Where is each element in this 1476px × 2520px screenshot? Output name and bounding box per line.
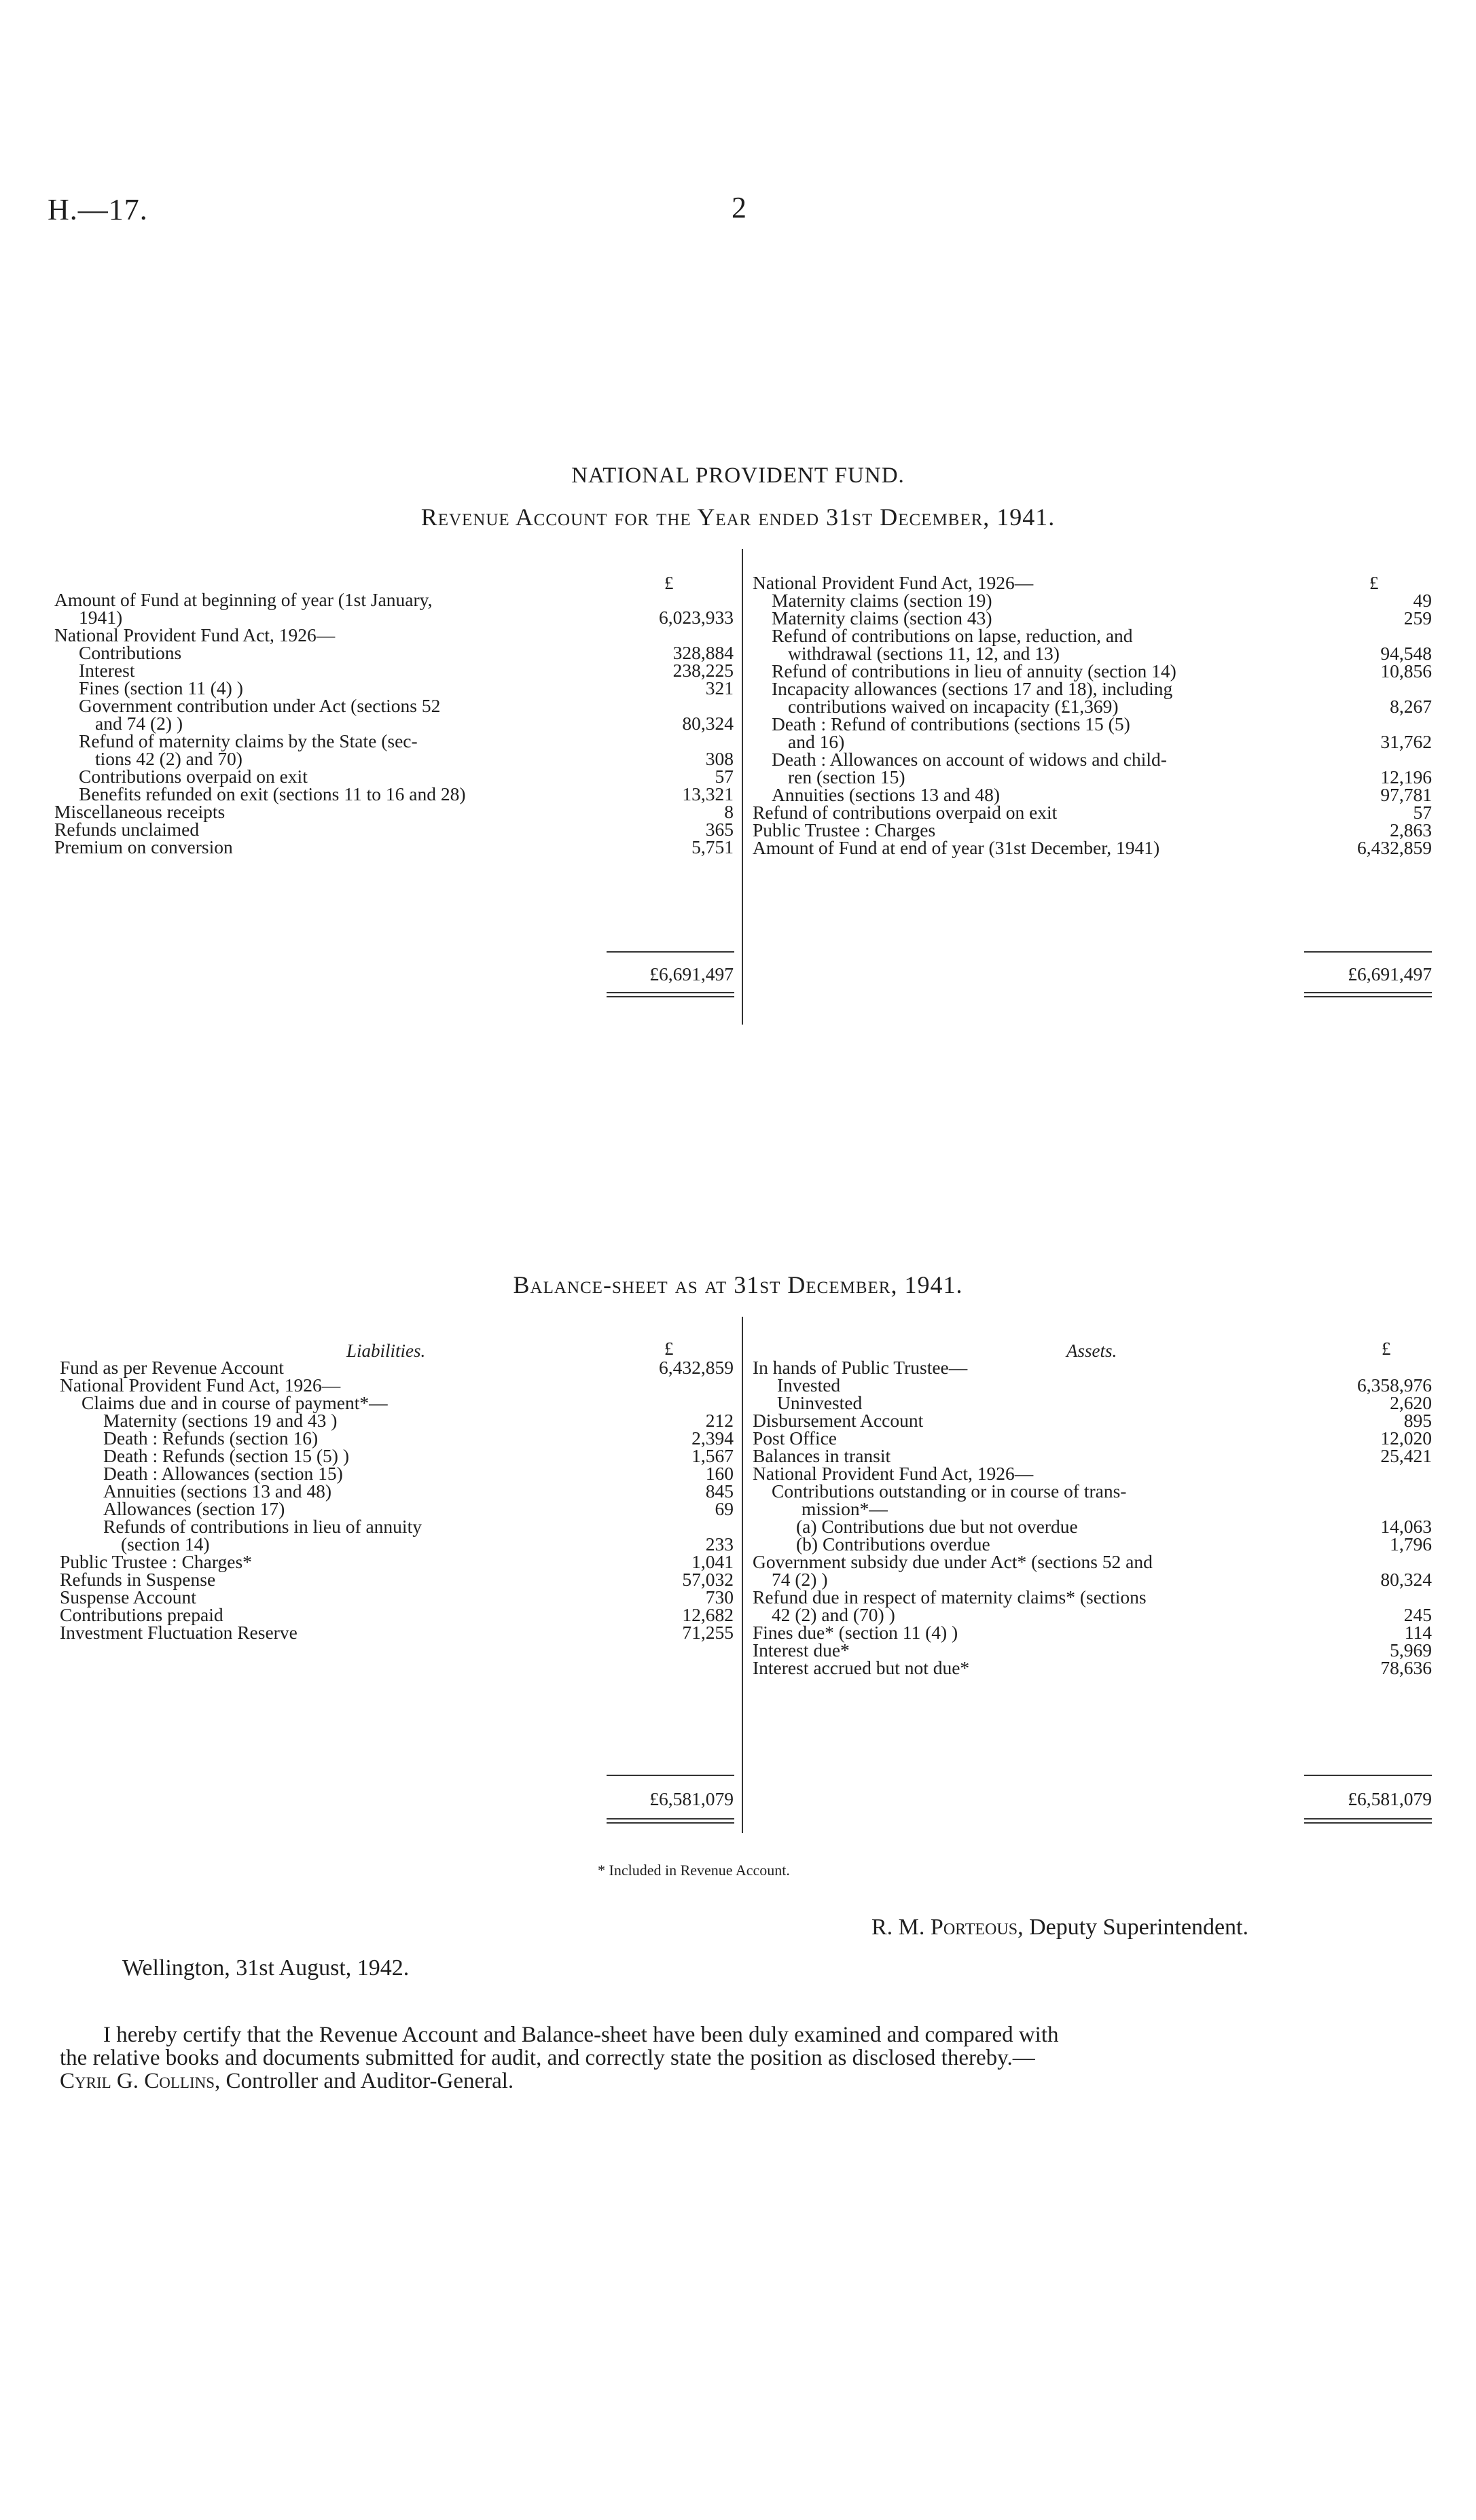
row-amount: 6,432,859	[1357, 837, 1432, 858]
row-label: National Provident Fund Act, 1926—	[60, 1374, 341, 1396]
signatory-title: , Deputy Superintendent.	[1018, 1915, 1248, 1940]
certification-line-2: the relative books and documents submitted for audit, and correctly state the position as disclosed thereby.—	[60, 2046, 1035, 2070]
row-label: Incapacity allowances (sections 17 and 18), including	[772, 678, 1173, 699]
assets-currency: £	[1382, 1338, 1391, 1359]
row-amount: 10,856	[1380, 660, 1432, 681]
row-label: Death : Allowances on account of widows and child-	[772, 749, 1167, 770]
row-label: Public Trustee : Charges*	[60, 1551, 252, 1572]
row-label: Uninvested	[777, 1392, 863, 1413]
row-amount: 365	[705, 819, 734, 840]
row-label: Interest	[79, 660, 135, 681]
row-amount: 308	[705, 748, 734, 769]
row-amount: 5,969	[1390, 1639, 1432, 1661]
row-label: Refund of contributions in lieu of annuity (section 14)	[772, 660, 1176, 681]
row-amount: 245	[1403, 1604, 1432, 1625]
assets-total-rule-2	[1304, 1822, 1432, 1824]
row-label: Refund due in respect of maternity claims* (sections	[753, 1586, 1147, 1608]
account-row	[60, 1624, 734, 1641]
row-label: Contributions prepaid	[60, 1604, 223, 1625]
row-amount: 259	[1403, 607, 1432, 628]
row-amount: 12,020	[1380, 1427, 1432, 1449]
row-amount: 1,567	[691, 1445, 734, 1466]
row-label: Death : Allowances (section 15)	[103, 1463, 343, 1484]
row-amount: 233	[705, 1533, 734, 1555]
row-amount: 49	[1413, 590, 1432, 611]
row-amount: 845	[705, 1480, 734, 1502]
account-row	[753, 1659, 1432, 1677]
row-label: 74 (2) )	[772, 1569, 828, 1590]
row-label: Allowances (section 17)	[103, 1498, 285, 1519]
revenue-column-divider	[742, 549, 743, 1025]
row-label: tions 42 (2) and 70)	[95, 748, 242, 769]
revenue-left-total-rule-2	[607, 996, 734, 997]
row-amount: 80,324	[682, 713, 734, 734]
row-label: ren (section 15)	[788, 766, 905, 787]
row-label: Investment Fluctuation Reserve	[60, 1622, 298, 1643]
auditor-name: Cyril G. Collins	[60, 2069, 215, 2093]
row-label: Contributions	[79, 642, 182, 663]
row-amount: 14,063	[1380, 1516, 1432, 1537]
row-label: 1941)	[79, 607, 123, 628]
account-row	[54, 838, 734, 856]
signature	[871, 1915, 1248, 1940]
row-amount: 97,781	[1380, 784, 1432, 805]
row-amount: 238,225	[672, 660, 734, 681]
row-amount: 895	[1403, 1410, 1432, 1431]
row-label: Government contribution under Act (sections 52	[79, 695, 441, 716]
revenue-account-title: Revenue Account for the Year ended 31st December, 1941.	[420, 503, 1056, 531]
revenue-left-currency: £	[664, 573, 674, 593]
row-label: Refunds of contributions in lieu of annuity	[103, 1516, 422, 1537]
row-label: Interest accrued but not due*	[753, 1657, 970, 1678]
assets-column	[753, 1359, 1432, 1677]
account-row	[753, 1412, 1432, 1430]
liabilities-total: £6,581,079	[649, 1788, 734, 1809]
row-label: (section 14)	[121, 1533, 210, 1555]
account-row	[753, 1359, 1432, 1377]
account-row	[753, 839, 1432, 857]
assets-total-rule	[1304, 1818, 1432, 1820]
balance-sheet-title: Balance-sheet as at 31st December, 1941.	[513, 1271, 963, 1298]
account-row	[753, 1624, 1432, 1641]
row-label: Annuities (sections 13 and 48)	[103, 1480, 332, 1502]
row-amount: 730	[705, 1586, 734, 1608]
row-label: Fines (section 11 (4) )	[79, 677, 243, 698]
assets-total: £6,581,079	[1348, 1788, 1432, 1809]
row-label: contributions waived on incapacity (£1,369)	[788, 696, 1119, 717]
row-amount: 2,863	[1390, 819, 1432, 840]
row-label: Public Trustee : Charges	[753, 819, 936, 840]
row-label: Balances in transit	[753, 1445, 891, 1466]
row-label: Refunds in Suspense	[60, 1569, 216, 1590]
row-amount: 6,358,976	[1357, 1374, 1432, 1396]
row-amount: 57	[1413, 802, 1432, 823]
assets-heading: Assets.	[1066, 1341, 1117, 1361]
row-amount: 212	[705, 1410, 734, 1431]
account-row	[753, 715, 1432, 733]
row-label: Refunds unclaimed	[54, 819, 200, 840]
row-label: Premium on conversion	[54, 836, 233, 857]
revenue-right-currency: £	[1369, 573, 1379, 593]
row-label: Disbursement Account	[753, 1410, 924, 1431]
row-label: Suspense Account	[60, 1586, 196, 1608]
liabilities-total-rule-2	[607, 1822, 734, 1824]
revenue-right-total-rule	[1304, 992, 1432, 993]
fund-title: NATIONAL PROVIDENT FUND.	[571, 463, 905, 488]
account-row	[54, 644, 734, 662]
row-amount: 8	[724, 801, 734, 822]
row-amount: 78,636	[1380, 1657, 1432, 1678]
revenue-receipts-column	[54, 591, 734, 856]
row-label: National Provident Fund Act, 1926—	[54, 624, 336, 645]
row-amount: 160	[705, 1463, 734, 1484]
row-amount: 5,751	[691, 836, 734, 857]
liabilities-currency: £	[664, 1338, 674, 1359]
row-label: (a) Contributions due but not overdue	[796, 1516, 1078, 1537]
row-amount: 69	[715, 1498, 734, 1519]
row-label: Fund as per Revenue Account	[60, 1357, 284, 1378]
liabilities-heading: Liabilities.	[346, 1341, 426, 1361]
row-label: National Provident Fund Act, 1926—	[753, 1463, 1034, 1484]
document-reference: H.—17.	[48, 193, 148, 226]
row-label: Maternity claims (section 43)	[772, 607, 992, 628]
row-label: 42 (2) and (70) )	[772, 1604, 895, 1625]
liabilities-total-rule	[607, 1818, 734, 1820]
row-label: Claims due and in course of payment*—	[82, 1392, 388, 1413]
certification-line-1: I hereby certify that the Revenue Account and Balance-sheet have been duly examined and compared with	[103, 2023, 1059, 2047]
page-number: 2	[732, 191, 746, 224]
row-amount: 6,432,859	[659, 1357, 734, 1378]
row-label: Amount of Fund at beginning of year (1st January,	[54, 589, 433, 610]
revenue-left-total-rule	[607, 992, 734, 993]
row-label: and 16)	[788, 731, 845, 752]
revenue-left-total: £6,691,497	[649, 963, 734, 984]
row-amount: 12,196	[1380, 766, 1432, 787]
row-label: Benefits refunded on exit (sections 11 to 16 and 28)	[79, 783, 466, 804]
assets-rule	[1304, 1775, 1432, 1776]
revenue-left-rule	[607, 951, 734, 953]
row-label: Annuities (sections 13 and 48)	[772, 784, 1001, 805]
row-amount: 6,023,933	[659, 607, 734, 628]
row-label: Contributions outstanding or in course of trans-	[772, 1480, 1127, 1502]
row-label: Invested	[777, 1374, 841, 1396]
row-label: Post Office	[753, 1427, 837, 1449]
row-amount: 321	[705, 677, 734, 698]
liabilities-rule	[607, 1775, 734, 1776]
signatory-name: R. M. Porteous	[871, 1915, 1018, 1940]
row-amount: 80,324	[1380, 1569, 1432, 1590]
row-label: Maternity claims (section 19)	[772, 590, 992, 611]
row-label: mission*—	[802, 1498, 888, 1519]
auditor-title: , Controller and Auditor-General.	[215, 2069, 514, 2093]
row-label: In hands of Public Trustee—	[753, 1357, 968, 1378]
row-label: Contributions overpaid on exit	[79, 766, 308, 787]
row-label: Refund of contributions on lapse, reduction, and	[772, 625, 1133, 646]
row-label: Government subsidy due under Act* (sections 52 and	[753, 1551, 1153, 1572]
account-row	[753, 1553, 1432, 1571]
row-amount: 114	[1404, 1622, 1432, 1643]
row-amount: 71,255	[682, 1622, 734, 1643]
row-label: National Provident Fund Act, 1926—	[753, 572, 1034, 593]
row-label: Miscellaneous receipts	[54, 801, 226, 822]
row-amount: 57	[715, 766, 734, 787]
row-label: Maternity (sections 19 and 43 )	[103, 1410, 338, 1431]
balance-column-divider	[742, 1317, 743, 1833]
row-amount: 57,032	[682, 1569, 734, 1590]
row-label: Fines due* (section 11 (4) )	[753, 1622, 958, 1643]
row-amount: 13,321	[682, 783, 734, 804]
revenue-right-total-rule-2	[1304, 996, 1432, 997]
row-amount: 328,884	[672, 642, 734, 663]
row-amount: 12,682	[682, 1604, 734, 1625]
row-amount: 2,394	[691, 1427, 734, 1449]
row-label: and 74 (2) )	[95, 713, 183, 734]
revenue-payments-column	[753, 574, 1432, 857]
account-row	[54, 591, 734, 609]
certification-line-3	[0, 2070, 1426, 2093]
row-label: Amount of Fund at end of year (31st December, 1941)	[753, 837, 1160, 858]
row-amount: 25,421	[1380, 1445, 1432, 1466]
certification	[0, 2023, 1426, 2093]
revenue-right-total: £6,691,497	[1348, 963, 1432, 984]
row-label: Death : Refunds (section 16)	[103, 1427, 319, 1449]
row-amount: 8,267	[1390, 696, 1432, 717]
row-label: (b) Contributions overdue	[796, 1533, 990, 1555]
row-amount: 1,041	[691, 1551, 734, 1572]
row-amount: 2,620	[1390, 1392, 1432, 1413]
liabilities-column	[60, 1359, 734, 1641]
row-label: Refund of maternity claims by the State (sec-	[79, 730, 418, 751]
place-date: Wellington, 31st August, 1942.	[122, 1955, 410, 1981]
row-label: withdrawal (sections 11, 12, and 13)	[788, 643, 1060, 664]
row-label: Death : Refunds (section 15 (5) )	[103, 1445, 349, 1466]
row-amount: 31,762	[1380, 731, 1432, 752]
row-amount: 94,548	[1380, 643, 1432, 664]
row-label: Refund of contributions overpaid on exit	[753, 802, 1058, 823]
row-label: Interest due*	[753, 1639, 850, 1661]
revenue-right-rule	[1304, 951, 1432, 953]
footnote: * Included in Revenue Account.	[598, 1862, 790, 1879]
row-amount: 1,796	[1390, 1533, 1432, 1555]
row-label: Death : Refund of contributions (sections 15 (5)	[772, 713, 1130, 734]
